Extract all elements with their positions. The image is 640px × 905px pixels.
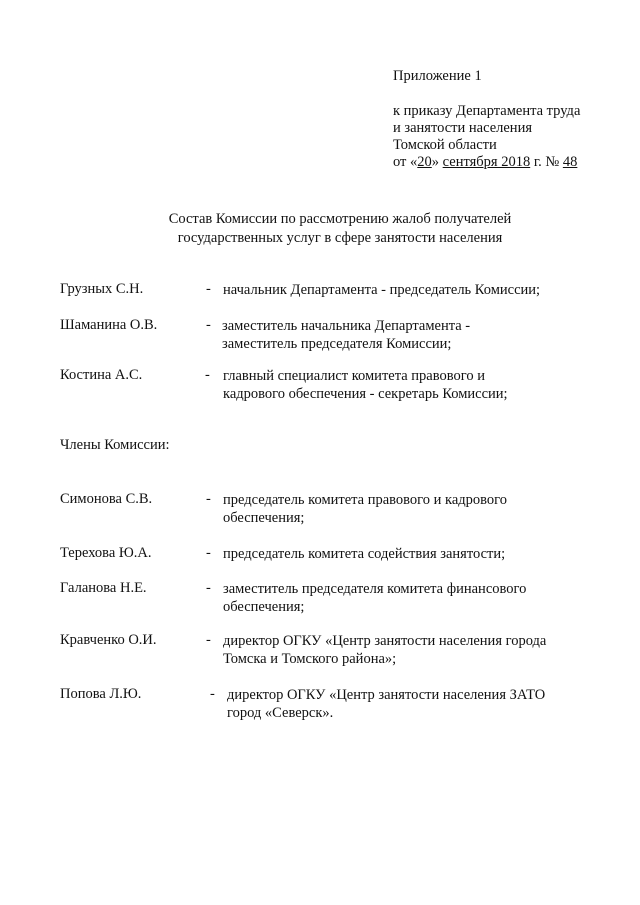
commission-entry [60,632,630,672]
commission-entry [60,281,630,321]
entry-dash: - [210,686,215,702]
member-role: заместитель председателя комитета финансового обеспечения; [223,581,527,615]
member-role: директор ОГКУ «Центр занятости населения ЗАТО город «Северск». [227,687,546,721]
appendix-block [393,68,633,171]
appendix-title: Приложение 1 [393,68,482,84]
entry-dash: - [206,317,211,333]
member-role: председатель комитета правового и кадрового обеспечения; [223,492,507,526]
member-role: директор ОГКУ «Центр занятости населения города Томска и Томского района»; [223,633,547,667]
member-name: Кравченко О.И. [60,632,157,648]
entry-dash: - [206,491,211,507]
member-role: председатель комитета содействия занятости; [223,546,506,562]
order-number: 48 [562,154,578,170]
entry-dash: - [206,545,211,561]
appendix-date-line [393,154,633,171]
member-name: Костина А.С. [60,367,143,383]
appendix-department-line: и занятости населения [393,120,532,136]
entry-dash: - [205,367,210,383]
commission-entry [60,491,630,531]
entry-dash: - [206,580,211,596]
appendix-order-line: к приказу Департамента труда [393,103,581,119]
date-mid: » [431,154,443,170]
commission-entry [60,686,630,726]
date-day: 20 [417,154,432,170]
commission-entry [60,367,630,407]
date-prefix: от « [393,154,418,170]
commission-entry [60,580,630,620]
member-name: Терехова Ю.А. [60,545,152,561]
heading-line-2: государственных услуг в сфере занятости населения [177,230,503,246]
commission-entry [60,317,630,357]
member-role: заместитель начальника Департамента - заместитель председателя Комиссии; [222,318,471,352]
member-name: Грузных С.Н. [60,281,144,297]
heading-line-1: Состав Комиссии по рассмотрению жалоб получателей [168,211,512,227]
commission-entry [60,545,630,585]
appendix-region-line: Томской области [393,137,497,153]
document-heading [60,210,620,248]
member-role: главный специалист комитета правового и кадрового обеспечения - секретарь Комиссии; [223,368,508,402]
entry-dash: - [206,281,211,297]
entry-dash: - [206,632,211,648]
date-suffix: г. № [530,154,563,170]
member-name: Попова Л.Ю. [60,686,142,702]
member-name: Симонова С.В. [60,491,153,507]
member-name: Шаманина О.В. [60,317,158,333]
member-role: начальник Департамента - председатель Комиссии; [223,282,541,298]
member-name: Галанова Н.Е. [60,580,147,596]
date-month-year: сентября 2018 [442,154,531,170]
members-heading: Члены Комиссии: [60,437,170,453]
